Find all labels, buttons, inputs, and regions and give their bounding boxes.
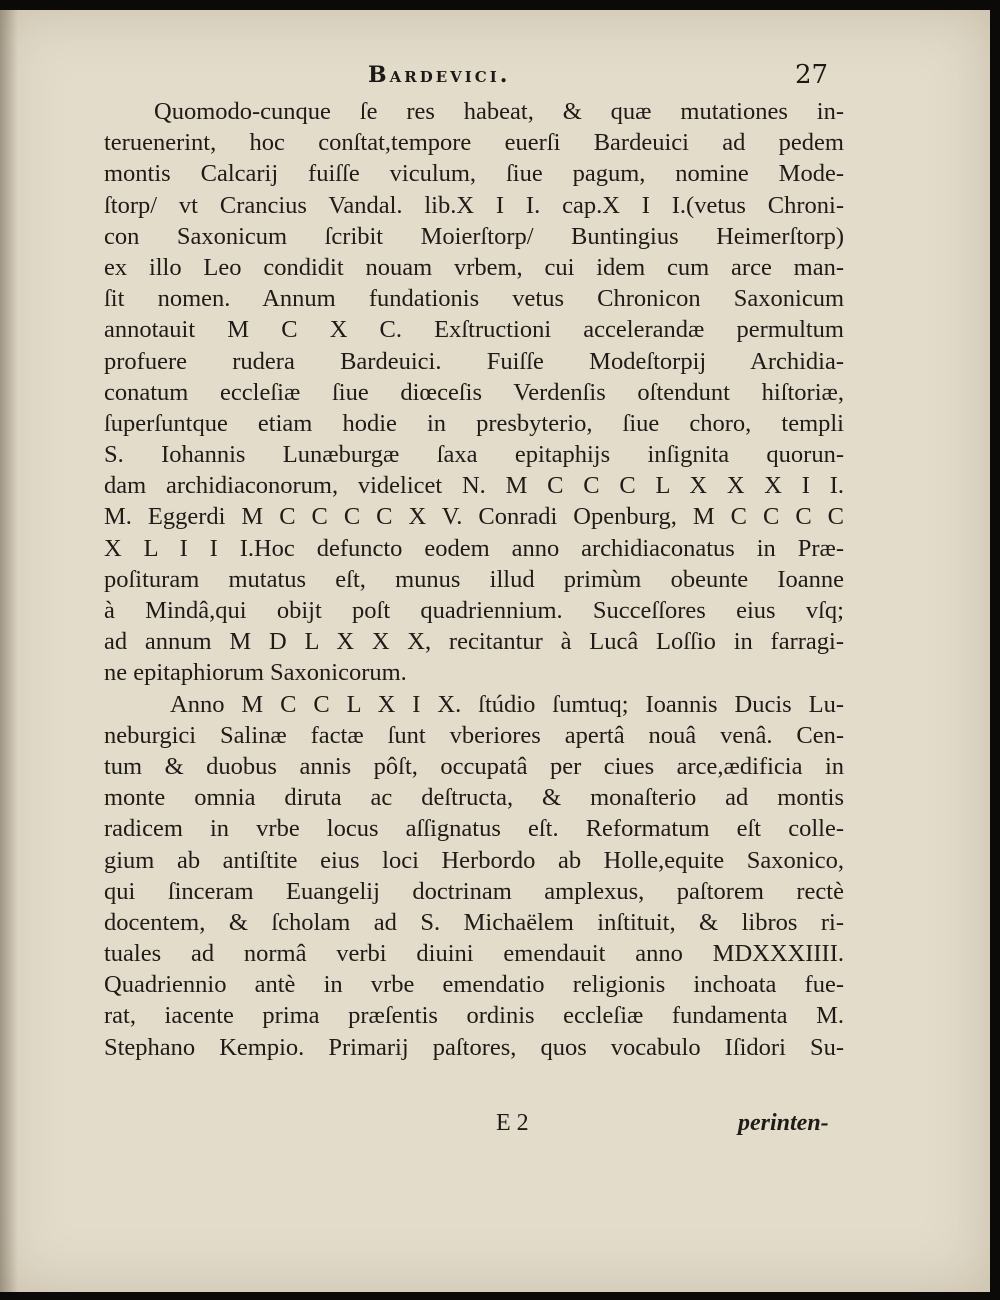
text-line: ſtorp/ vt Crancius Vandal. lib.X I I. cap.X I I.(vetus Chroni-: [104, 191, 844, 219]
text-line: qui ſinceram Euangelij doctrinam amplexus, paſtorem rectè: [104, 877, 844, 905]
text-line: tuales ad normâ verbi diuini emendauit anno MDXXXIIII.: [104, 940, 844, 968]
text-line: tum & duobus annis pôſt, occupatâ per ciues arce,ædificia in: [104, 752, 844, 780]
text-line: ne epitaphiorum Saxonicorum.: [104, 659, 407, 687]
text-line: profuere rudera Bardeuici. Fuiſſe Modeſtorpij Archidia-: [104, 347, 844, 375]
text-line: Anno M C C L X I X. ſtúdio ſumtuq; Ioannis Ducis Lu-: [170, 690, 844, 718]
text-line: teruenerint, hoc conſtat,tempore euerſi Bardeuici ad pedem: [104, 129, 844, 157]
text-line: ſit nomen. Annum fundationis vetus Chronicon Saxonicum: [104, 285, 844, 313]
text-line: monte omnia diruta ac deſtructa, & monaſterio ad montis: [104, 784, 844, 812]
text-line: neburgici Salinæ factæ ſunt vberiores apertâ nouâ venâ. Cen-: [104, 721, 844, 749]
text-line: M. Eggerdi M C C C C X V. Conradi Openburg, M C C C C: [104, 503, 844, 531]
text-line: ſuperſuntque etiam hodie in presbyterio, ſiue choro, templi: [104, 409, 844, 437]
text-line: Quadriennio antè in vrbe emendatio religionis inchoata fue-: [104, 971, 844, 999]
text-line: radicem in vrbe locus aſſignatus eſt. Reformatum eſt colle-: [104, 815, 844, 843]
page-footer: [0, 1110, 990, 1144]
text-line: montis Calcarij fuiſſe viculum, ſiue pagum, nomine Mode-: [104, 160, 844, 188]
text-line: annotauit M C X C. Exſtructioni accelerandæ permultum: [104, 316, 844, 344]
text-line: gium ab antiſtite eius loci Herbordo ab Holle,equite Saxonico,: [104, 846, 844, 874]
text-line: docentem, & ſcholam ad S. Michaëlem inſtituit, & libros ri-: [104, 908, 844, 936]
text-line: Quomodo-cunque ſe res habeat, & quæ mutationes in-: [154, 98, 844, 125]
running-title: Bardevici.: [368, 62, 511, 88]
running-head: [0, 62, 990, 98]
text-line: poſituram mutatus eſt, munus illud primùm obeunte Ioanne: [104, 565, 844, 593]
text-line: dam archidiaconorum, videlicet N. M C C C L X X X I I.: [104, 472, 844, 500]
text-line: à Mindâ,qui obijt poſt quadriennium. Succeſſores eius vſq;: [104, 597, 844, 624]
text-line: S. Iohannis Lunæburgæ ſaxa epitaphijs inſignita quorun-: [104, 441, 844, 469]
page-number: 27: [795, 60, 829, 90]
catchword: perinten-: [738, 1110, 829, 1136]
text-line: X L I I I.Hoc defuncto eodem anno archidiaconatus in Præ-: [104, 534, 844, 562]
signature-mark: E 2: [496, 1110, 529, 1136]
text-line: ad annum M D L X X X, recitantur à Lucâ Loſſio in farragi-: [104, 628, 844, 656]
text-line: conatum eccleſiæ ſiue diœceſis Verdenſis oſtendunt hiſtoriæ,: [104, 378, 844, 406]
text-line: Stephano Kempio. Primarij paſtores, quos vocabulo Iſidori Su-: [104, 1033, 844, 1061]
text-block: [104, 96, 844, 1063]
book-page: [0, 10, 990, 1292]
text-line: rat, iacente prima præſentis ordinis eccleſiæ fundamenta M.: [104, 1002, 844, 1030]
gutter-shadow: [0, 10, 18, 1292]
text-line: con Saxonicum ſcribit Moierſtorp/ Buntingius Heimerſtorp): [104, 222, 844, 250]
text-line: ex illo Leo condidit nouam vrbem, cui idem cum arce man-: [104, 253, 844, 281]
